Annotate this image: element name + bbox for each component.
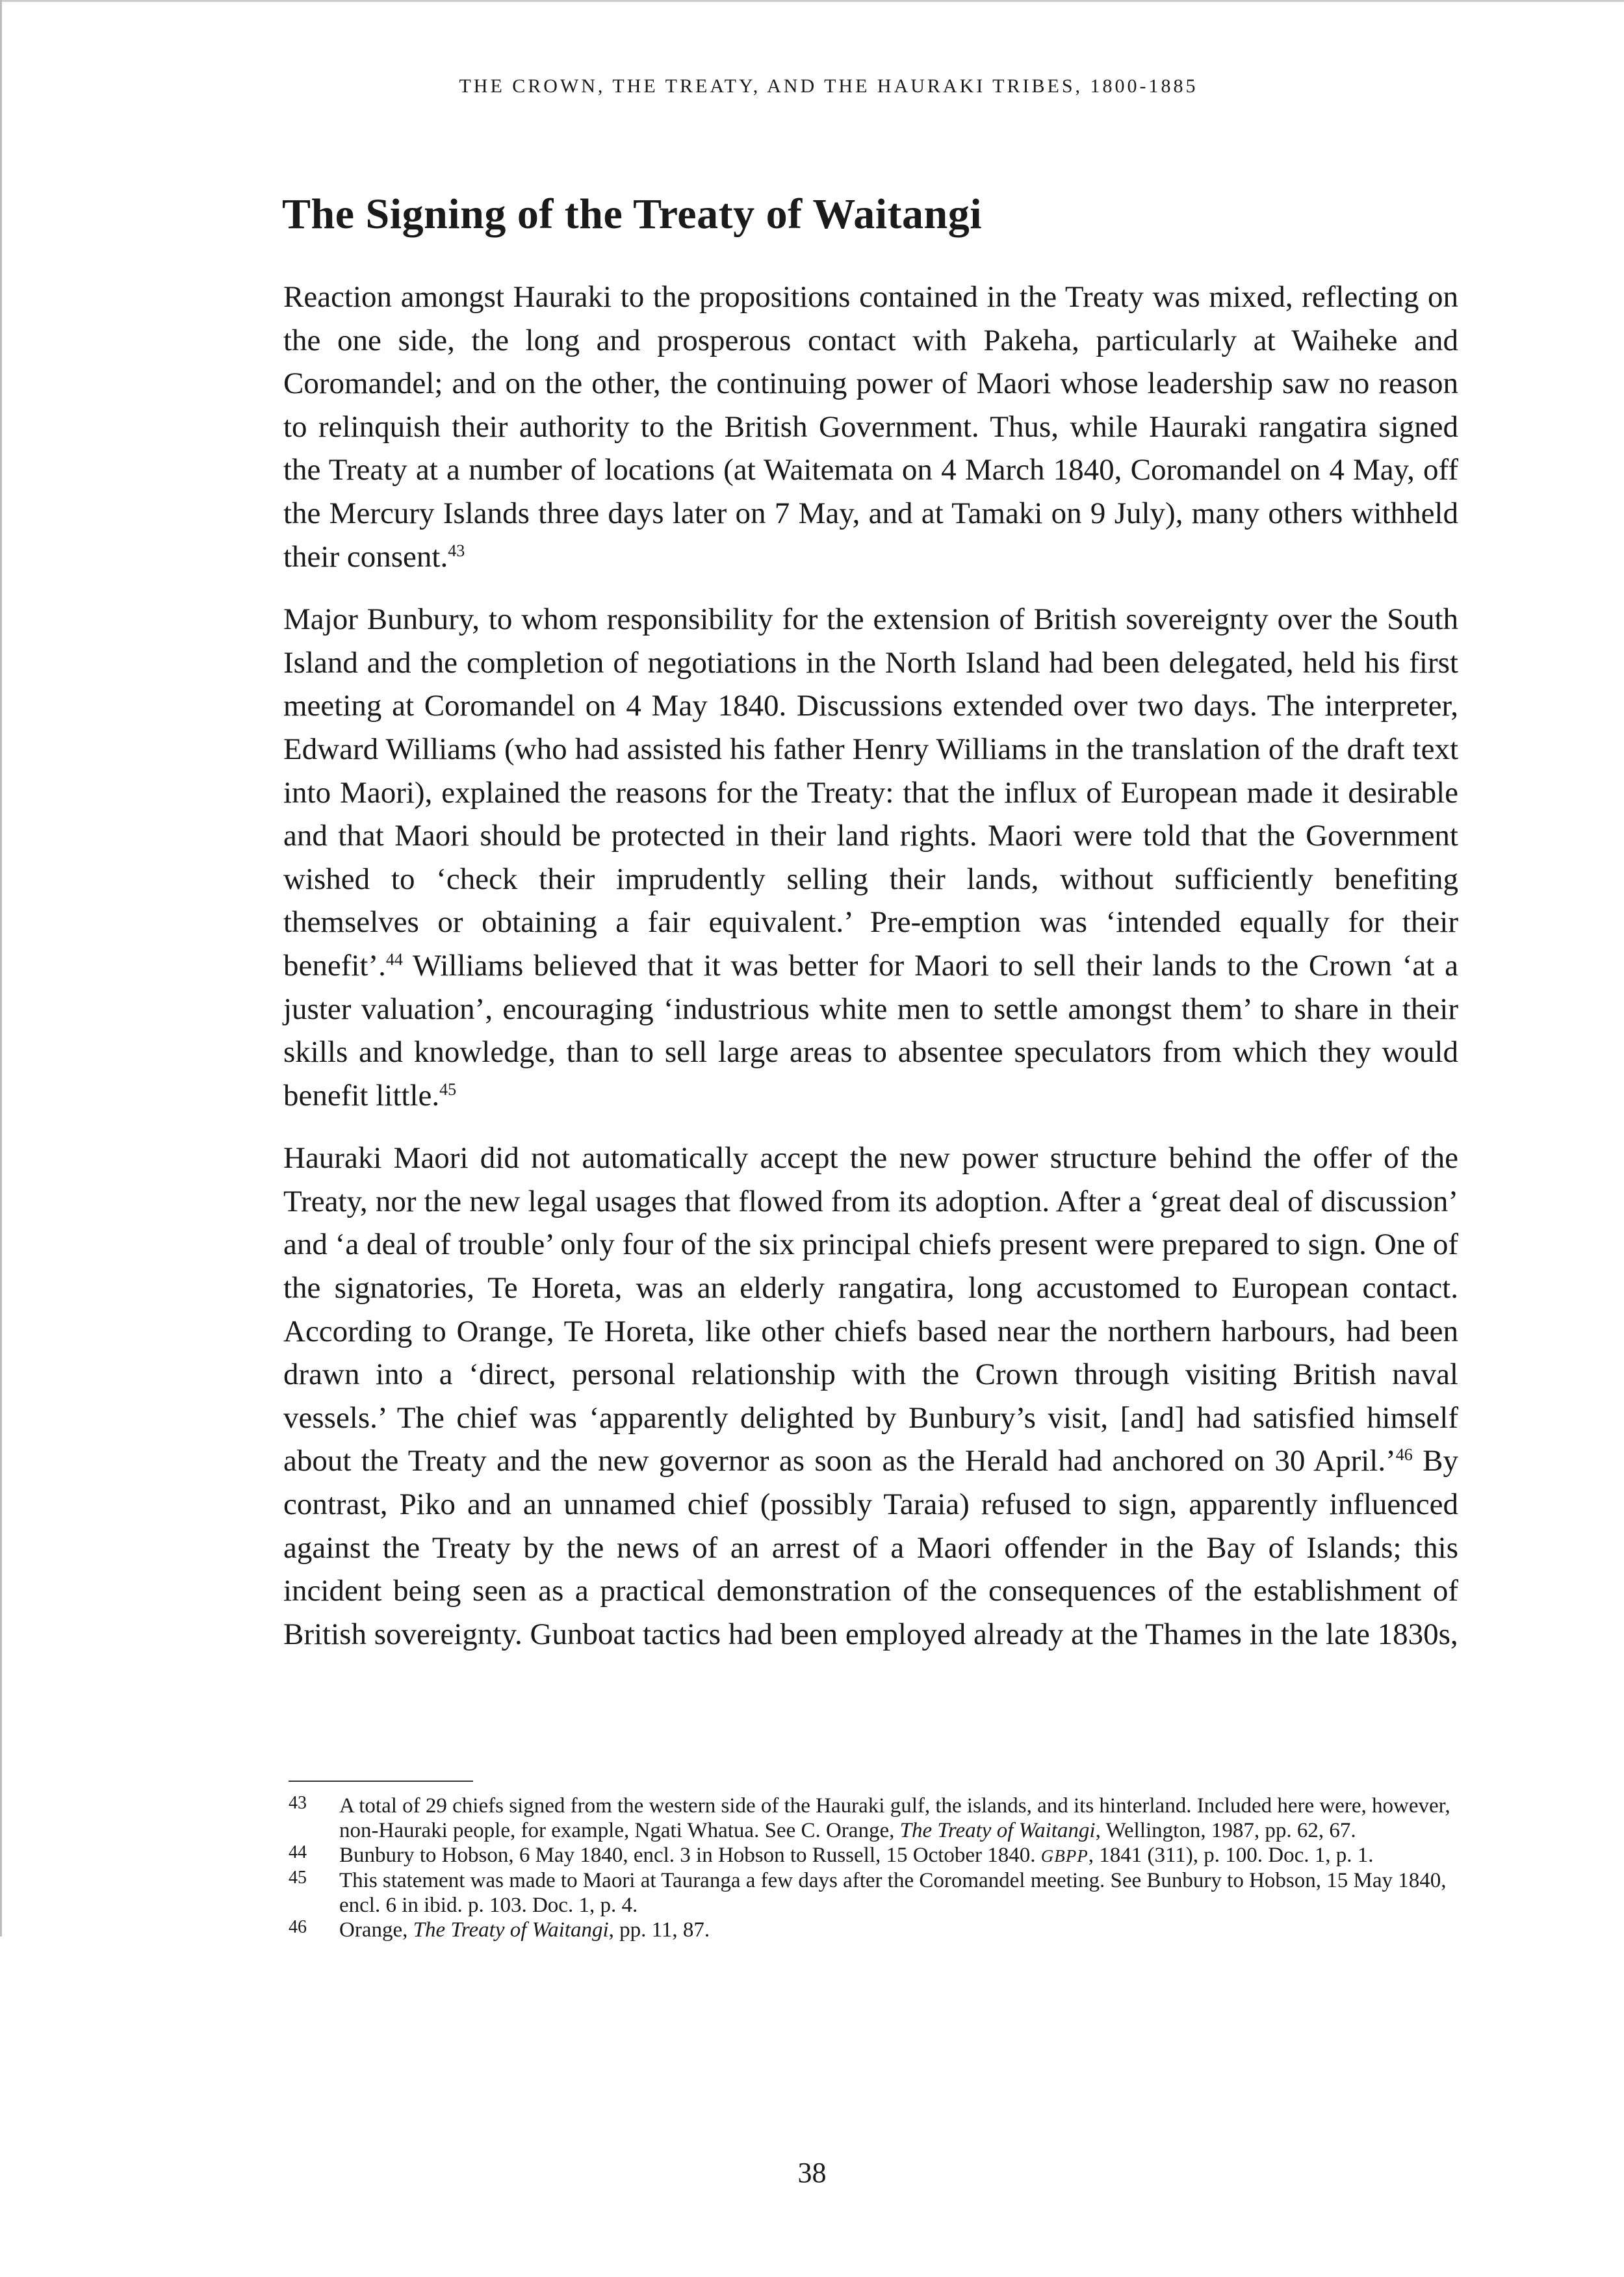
footnote-text-a: A total of 29 chiefs signed from the western side of the Hauraki gulf, the islands, and its hinterland. Included here were, however, non-Hauraki people, for example, Ngati Whatua. See C. Orange,	[339, 1794, 1450, 1842]
footnote-title: The Treaty of Waitangi	[899, 1819, 1096, 1842]
footnote-text-b: , pp. 11, 87.	[608, 1918, 710, 1942]
footnote	[289, 1794, 1452, 1843]
footnote-text-b: , 1841 (311), p. 100. Doc. 1, p. 1.	[1088, 1844, 1374, 1867]
left-scan-edge	[0, 0, 2, 1936]
footnote-divider	[289, 1781, 473, 1782]
footnote-title: GBPP	[1040, 1846, 1089, 1866]
running-head-text: THE CROWN, THE TREATY, AND THE HAURAKI TRIBES, 1800-1885	[459, 75, 1198, 97]
footnote	[289, 1843, 1452, 1868]
footnote-text-a: Orange,	[339, 1918, 413, 1942]
section-title: The Signing of the Treaty of Waitangi	[282, 190, 983, 238]
top-scan-edge	[0, 0, 1624, 2]
paragraph-2	[283, 598, 1458, 1117]
paragraph-1-text: Reaction amongst Hauraki to the propositions contained in the Treaty was mixed, reflecting on the one side, the long and prosperous contact with Pakeha, particularly at Waiheke and Coromandel; and on the other, the continuing power of Maori whose leadership saw no reason to relinquish their authority to the British Government. Thus, while Hauraki rangatira signed the Treaty at a number of locations (at Waitemata on 4 March 1840, Coromandel on 4 May, off the Mercury Islands three days later on 7 May, and at Tamaki on 9 July), many others withheld their consent.	[283, 280, 1458, 574]
footnote-text	[339, 1794, 1452, 1843]
footnote-number: 43	[289, 1793, 307, 1813]
paragraph-3	[283, 1137, 1458, 1656]
body-text	[283, 276, 1458, 1675]
footnote-number: 45	[289, 1868, 307, 1888]
paragraph-1	[283, 276, 1458, 578]
footnote-number: 44	[289, 1842, 307, 1862]
paragraph-2-text-b: Williams believed that it was better for Maori to sell their lands to the Crown ‘at a juster valuation’, encouraging ‘industrious white men to settle amongst them’ to share in their skills and knowledge, than to sell large areas to absentee speculators from which they would benefit little.	[283, 948, 1458, 1113]
paragraph-3-text-a: Hauraki Maori did not automatically accept the new power structure behind the offer of the Treaty, nor the new legal usages that flowed from its adoption. After a ‘great deal of discussion’ and ‘a deal of trouble’ only four of the six principal chiefs present were prepared to sign. One of the signatories, Te Horeta, was an elderly rangatira, long accustomed to European contact. According to Orange, Te Horeta, like other chiefs based near the northern harbours, had been drawn into a ‘direct, personal relationship with the Crown through visiting British naval vessels.’ The chief was ‘apparently delighted by Bunbury’s visit, [and] had satisfied himself about the Treaty and the new governor as soon as the Herald had anchored on 30 April.’	[283, 1141, 1458, 1478]
footnote-text-a: Bunbury to Hobson, 6 May 1840, encl. 3 in Hobson to Russell, 15 October 1840.	[339, 1844, 1041, 1867]
running-head	[286, 74, 1371, 98]
page-number: 38	[797, 2157, 827, 2189]
footnote-title: The Treaty of Waitangi	[413, 1918, 609, 1942]
footnote-number: 46	[289, 1917, 307, 1937]
footnote-text-b: , Wellington, 1987, pp. 62, 67.	[1095, 1819, 1356, 1842]
paragraph-2-text-a: Major Bunbury, to whom responsibility for the extension of British sovereignty over the South Island and the completion of negotiations in the North Island had been delegated, held his first meeting at Coromandel on 4 May 1840. Discussions extended over two days. The interpreter, Edward Williams (who had assisted his father Henry Williams in the translation of the draft text into Maori), explained the reasons for the Treaty: that the influx of European made it desirable and that Maori should be protected in their land rights. Maori were told that the Government wished to ‘check their imprudently selling their lands, without sufficiently benefiting themselves or obtaining a fair equivalent.’ Pre-emption was ‘intended equally for their benefit’.	[283, 602, 1458, 983]
footnote-text-a: This statement was made to Maori at Tauranga a few days after the Coromandel meeting. See Bunbury to Hobson, 15 May 1840, encl. 6 in ibid. p. 103. Doc. 1, p. 4.	[339, 1869, 1447, 1917]
footnotes	[289, 1794, 1452, 1942]
footnote-text	[339, 1868, 1452, 1918]
paragraph-3-text-b: By contrast, Piko and an unnamed chief (possibly Taraia) refused to sign, apparently influenced against the Treaty by the news of an arrest of a Maori offender in the Bay of Islands; this incident being seen as a practical demonstration of the consequences of the establishment of British sovereignty. Gunboat tactics had been employed already at the Thames in the late 1830s,	[283, 1444, 1458, 1651]
footnote-ref-46: 46	[1395, 1445, 1413, 1465]
footnote-ref-44: 44	[385, 949, 403, 969]
footnote	[289, 1868, 1452, 1918]
footnote-text	[339, 1843, 1452, 1868]
footnote-ref-43: 43	[448, 541, 465, 560]
footnote	[289, 1918, 1452, 1942]
footnote-ref-45: 45	[439, 1079, 457, 1099]
footnote-text	[339, 1918, 1452, 1942]
